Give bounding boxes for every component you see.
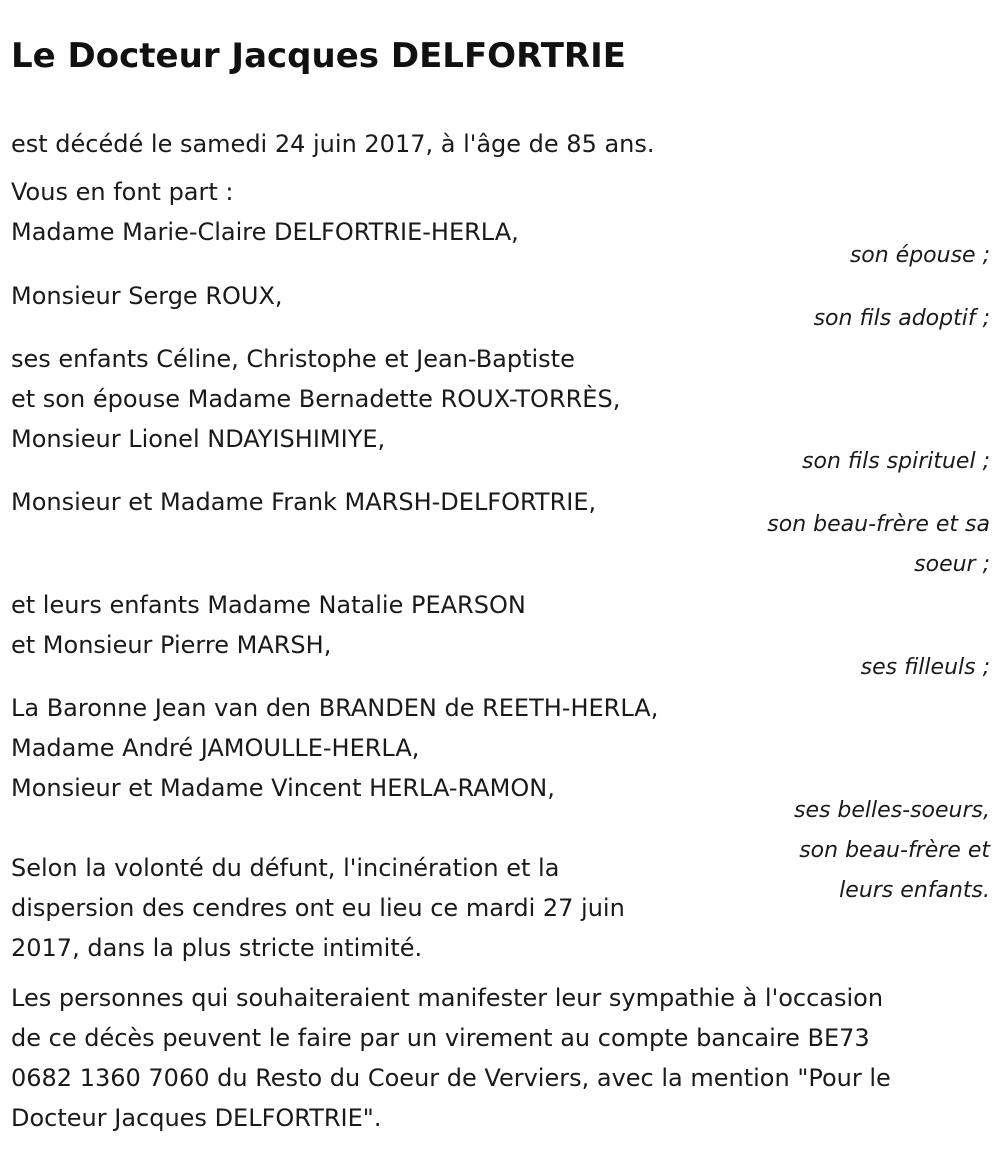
donation-text-line: Les personnes qui souhaiteraient manifester leur sympathie à l'occasion	[11, 984, 884, 1012]
family-member-line: Madame Marie-Claire DELFORTRIE-HERLA,	[11, 218, 519, 246]
relationship-label: son beau-frère et	[799, 838, 990, 863]
relationship-label: son épouse ;	[849, 243, 990, 268]
family-member-line: et leurs enfants Madame Natalie PEARSON	[11, 591, 526, 619]
ceremony-text-line: Selon la volonté du défunt, l'incinération et la	[11, 854, 560, 882]
family-member-line: Monsieur et Madame Vincent HERLA-RAMON,	[11, 774, 555, 802]
relationship-label: soeur ;	[914, 552, 990, 577]
relationship-label: son fils spirituel ;	[802, 449, 990, 474]
family-member-line: et Monsieur Pierre MARSH,	[11, 631, 332, 659]
family-member-line: Madame André JAMOULLE-HERLA,	[11, 734, 420, 762]
family-member-line: Monsieur Serge ROUX,	[11, 282, 283, 310]
ceremony-text-line: 2017, dans la plus stricte intimité.	[11, 934, 423, 962]
family-member-line: Monsieur Lionel NDAYISHIMIYE,	[11, 425, 386, 453]
ceremony-text-line: dispersion des cendres ont eu lieu ce mardi 27 juin	[11, 894, 625, 922]
relationship-label: ses filleuls ;	[860, 655, 990, 680]
family-member-line: La Baronne Jean van den BRANDEN de REETH-HERLA,	[11, 694, 659, 722]
family-member-line: ses enfants Céline, Christophe et Jean-Baptiste	[11, 345, 575, 373]
relationship-label: ses belles-soeurs,	[793, 798, 990, 823]
announce-text: Vous en font part :	[11, 178, 234, 206]
relationship-label: son fils adoptif ;	[813, 306, 990, 331]
intro-text: est décédé le samedi 24 juin 2017, à l'âge de 85 ans.	[11, 130, 655, 158]
donation-text-line: de ce décès peuvent le faire par un virement au compte bancaire BE73	[11, 1024, 870, 1052]
relationship-label: leurs enfants.	[839, 878, 990, 903]
relationship-label: son beau-frère et sa	[767, 512, 990, 537]
page-title: Le Docteur Jacques DELFORTRIE	[11, 36, 626, 76]
donation-text-line: 0682 1360 7060 du Resto du Coeur de Verviers, avec la mention "Pour le	[11, 1064, 891, 1092]
family-member-line: et son épouse Madame Bernadette ROUX-TORRÈS,	[11, 385, 621, 413]
donation-text-line: Docteur Jacques DELFORTRIE".	[11, 1104, 382, 1132]
family-member-line: Monsieur et Madame Frank MARSH-DELFORTRIE,	[11, 488, 597, 516]
